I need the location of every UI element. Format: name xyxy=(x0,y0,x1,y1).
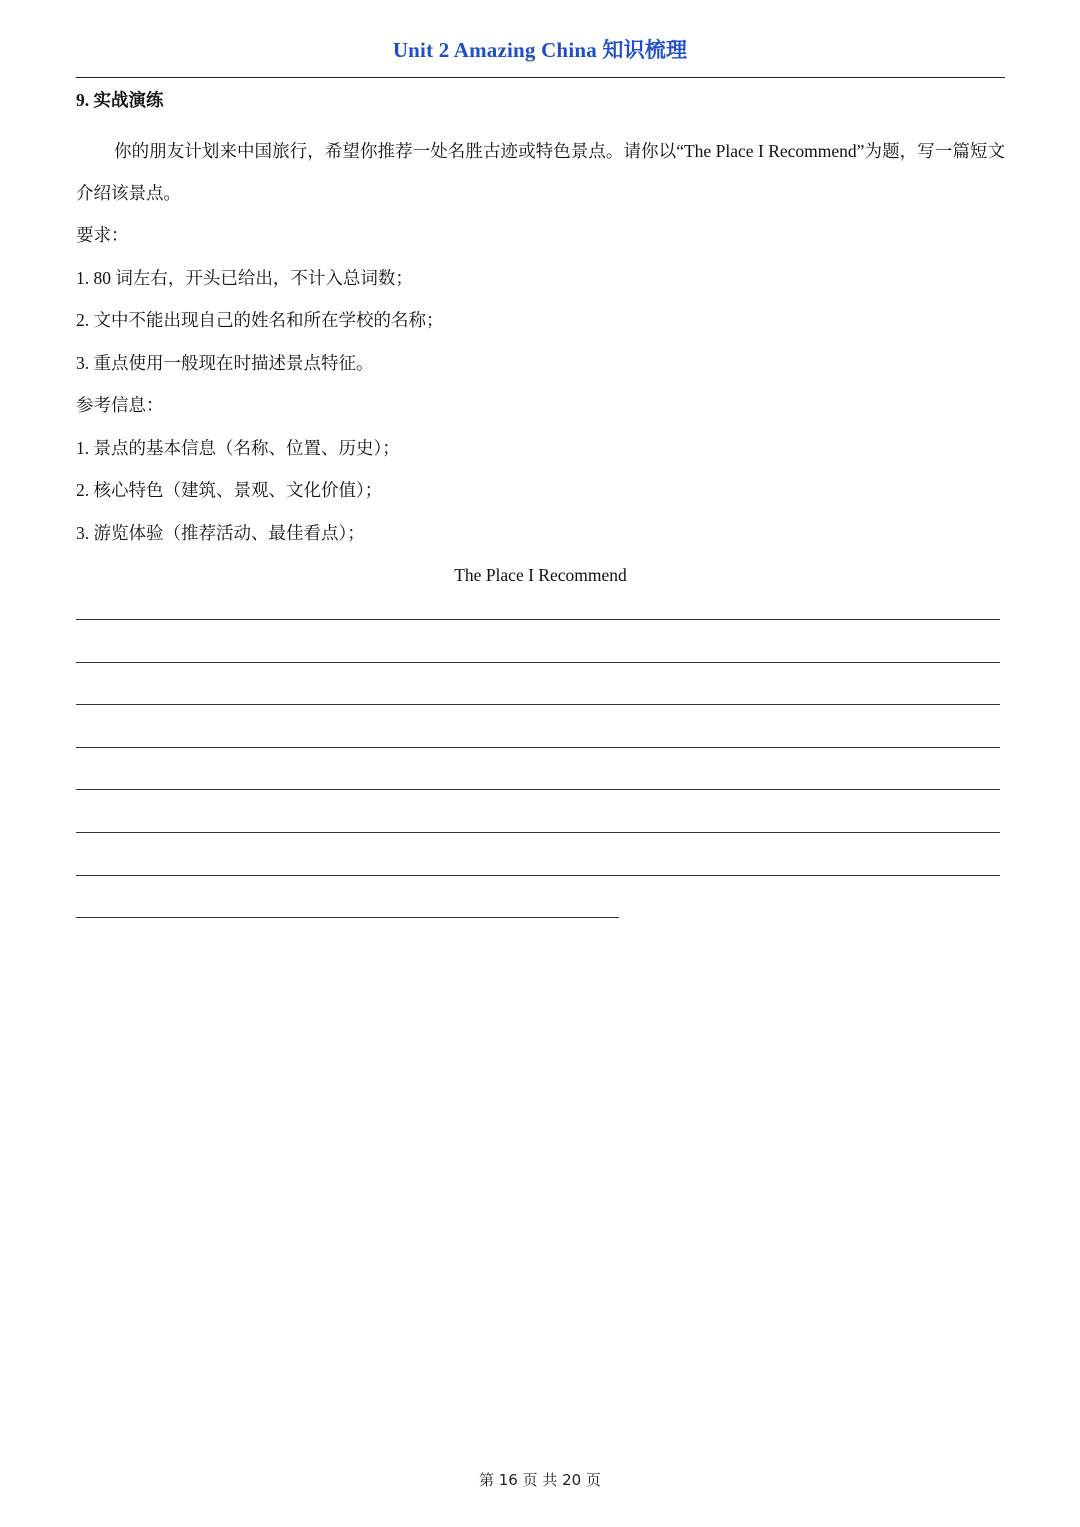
page-number: 第 16 页 共 20 页 xyxy=(478,1471,601,1489)
answer-line[interactable] xyxy=(76,747,1000,748)
reference-item: 2. 核心特色（建筑、景观、文化价值）； xyxy=(76,480,383,500)
requirements-heading: 要求： xyxy=(76,225,129,245)
answer-line[interactable] xyxy=(76,789,1000,790)
section-title: 9. 实战演练 xyxy=(76,90,164,110)
page-header-title: Unit 2 Amazing China 知识梳理 xyxy=(392,38,688,62)
answer-lines xyxy=(76,619,1000,960)
answer-line[interactable] xyxy=(76,875,1000,876)
reference-item: 3. 游览体验（推荐活动、最佳看点）； xyxy=(76,522,365,543)
answer-line[interactable] xyxy=(76,704,1000,705)
reference-heading: 参考信息： xyxy=(76,395,164,415)
answer-line[interactable] xyxy=(76,662,1000,663)
answer-line-last[interactable] xyxy=(76,917,619,918)
requirement-item: 2. 文中不能出现自己的姓名和所在学校的名称； xyxy=(76,310,444,330)
header-divider xyxy=(76,77,1005,78)
exercise-section xyxy=(76,88,1005,597)
requirement-item: 1. 80 词左右，开头已给出，不计入总词数； xyxy=(76,267,413,288)
reference-item: 1. 景点的基本信息（名称、位置、历史）； xyxy=(76,437,400,458)
answer-line[interactable] xyxy=(76,619,1000,620)
requirement-item: 3. 重点使用一般现在时描述景点特征。 xyxy=(76,352,374,373)
essay-title: The Place I Recommend xyxy=(454,565,627,585)
answer-line[interactable] xyxy=(76,832,1000,833)
writing-prompt: 你的朋友计划来中国旅行，希望你推荐一处名胜古迹或特色景点。请你以“The Place I Recommend”为题，写一篇短文介绍该景点。 xyxy=(76,141,1005,203)
